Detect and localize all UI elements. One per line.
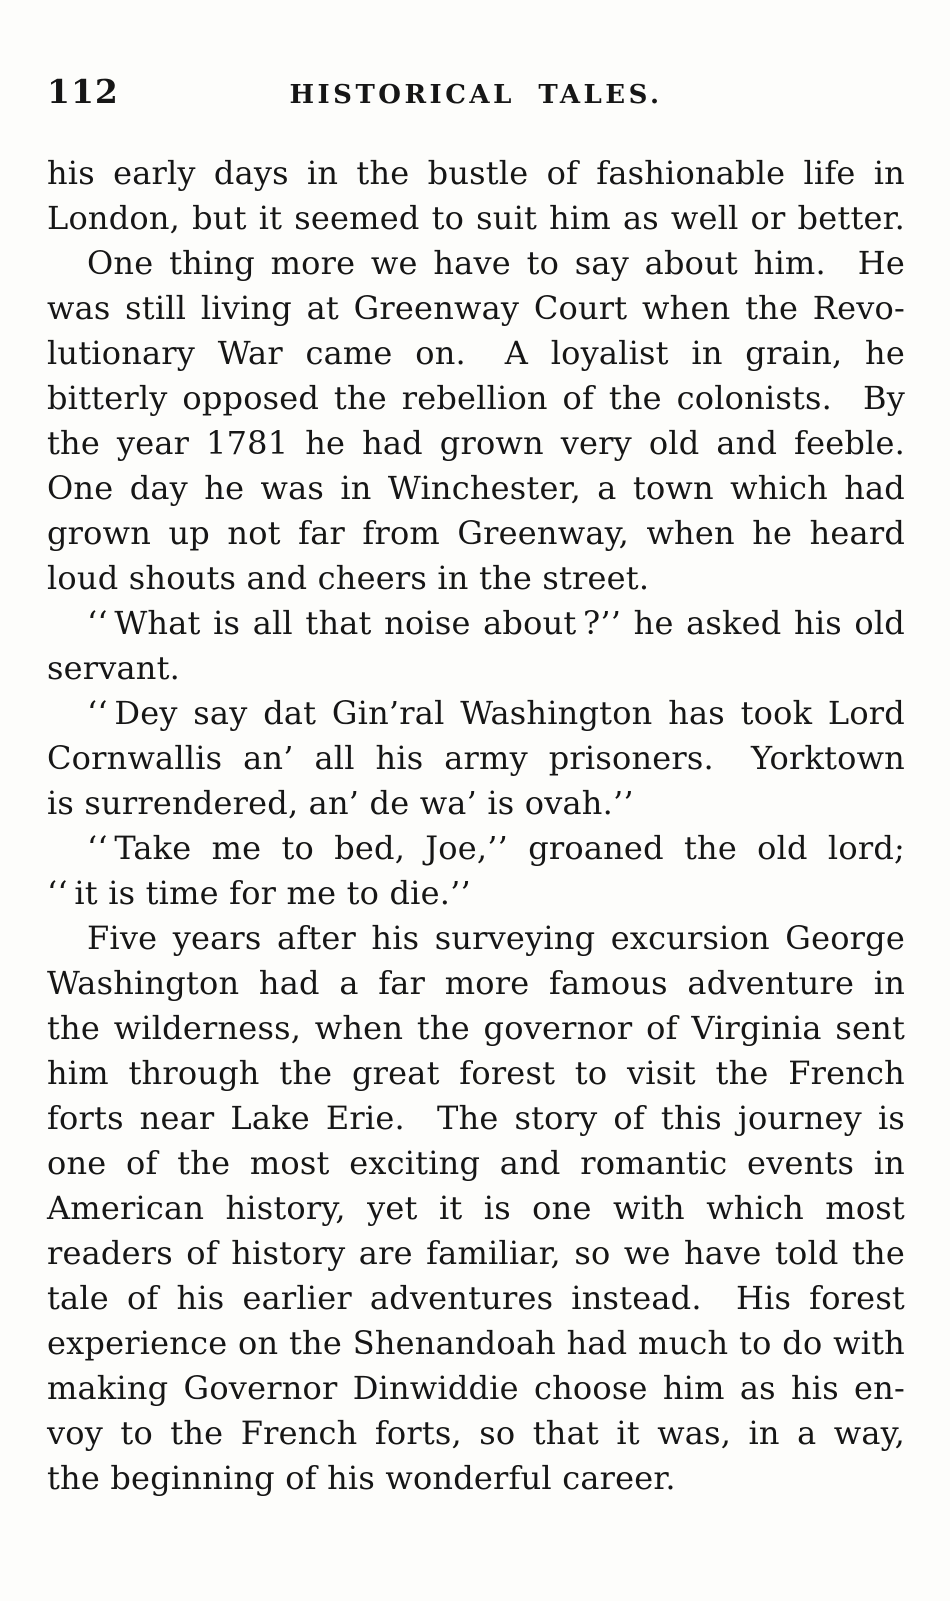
text-line: him through the great forest to visit the French [47,1054,905,1092]
text-line: Cornwallis an’ all his army prisoners. Yorktown [47,739,905,777]
page-number: 112 [47,72,119,111]
text-line: the wilderness, when the governor of Virginia sent [47,1009,905,1047]
text-line: loud shouts and cheers in the street. [47,559,650,597]
text-line: was still living at Greenway Court when the Revo- [47,289,905,327]
paragraph [47,691,905,826]
text-line: ‘‘ it is time for me to die.’’ [47,874,471,912]
text-line: is surrendered, an’ de wa’ is ovah.’’ [47,784,634,822]
text-line: readers of history are familiar, so we have told the [47,1234,905,1272]
text-line: the year 1781 he had grown very old and feeble. [47,424,905,462]
text-line: making Governor Dinwiddie choose him as his en- [47,1369,905,1407]
text-line: One day he was in Winchester, a town which had [47,469,905,507]
text-line: ‘‘ What is all that noise about ?’’ he asked his old [87,604,905,642]
paragraph [47,916,905,1501]
page-header [47,72,905,116]
page-body [47,151,905,1501]
text-line: his early days in the bustle of fashionable life in [47,154,905,192]
text-line: Washington had a far more famous adventure in [47,964,905,1002]
text-line: bitterly opposed the rebellion of the colonists. By [47,379,905,417]
running-head: HISTORICAL TALES. [289,80,663,110]
paragraph [47,826,905,916]
text-line: the beginning of his wonderful career. [47,1459,676,1497]
paragraph [47,241,905,601]
text-line: One thing more we have to say about him. He [87,244,905,282]
text-line: voy to the French forts, so that it was, in a way, [47,1414,905,1452]
text-line: London, but it seemed to suit him as well or better. [47,199,905,237]
text-line: ‘‘ Take me to bed, Joe,’’ groaned the old lord; [87,829,905,867]
paragraph [47,601,905,691]
text-line: servant. [47,649,181,687]
text-line: tale of his earlier adventures instead. His forest [47,1279,905,1317]
text-line: experience on the Shenandoah had much to do with [47,1324,905,1362]
text-line: ‘‘ Dey say dat Gin’ral Washington has took Lord [87,694,905,732]
text-line: one of the most exciting and romantic events in [47,1144,905,1182]
text-line: forts near Lake Erie. The story of this journey is [47,1099,905,1137]
text-line: Five years after his surveying excursion George [87,919,905,957]
text-line: lutionary War came on. A loyalist in grain, he [47,334,905,372]
text-line: grown up not far from Greenway, when he heard [47,514,905,552]
text-line: American history, yet it is one with which most [47,1189,905,1227]
paragraph [47,151,905,241]
